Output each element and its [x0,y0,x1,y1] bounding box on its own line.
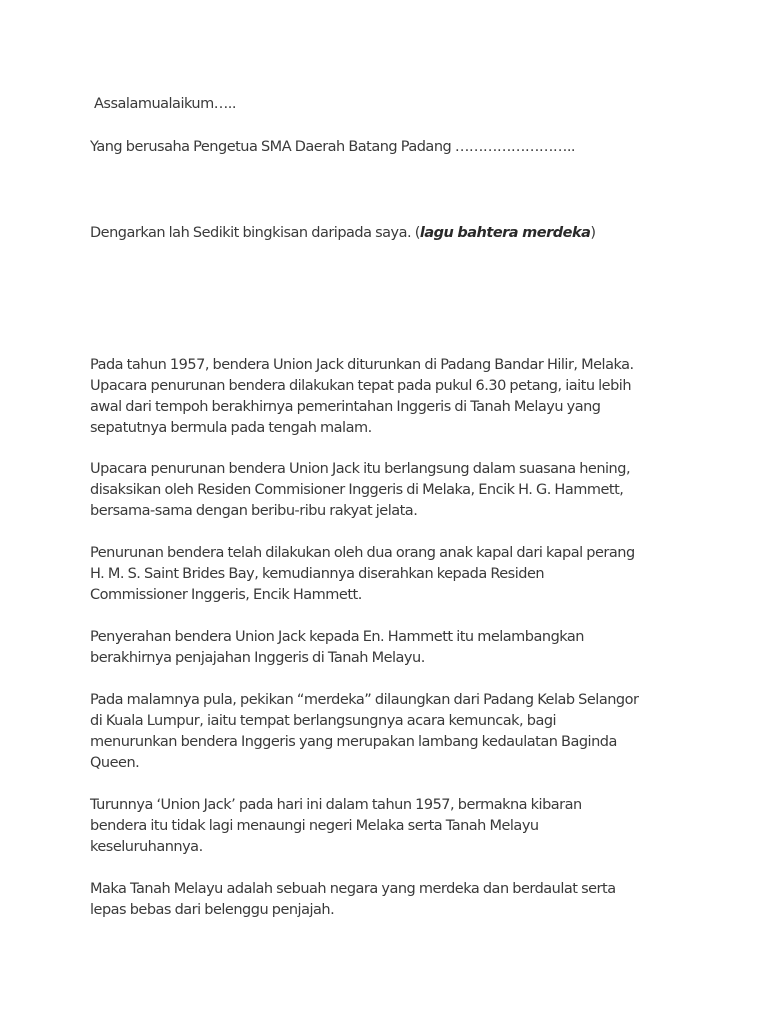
paragraph-line: Pada tahun 1957, bendera Union Jack diturunkan di Padang Bandar Hilir, Melaka. [90,357,634,373]
paragraph-line: Upacara penurunan bendera dilakukan tepat pada pukul 6.30 petang, iaitu lebih [90,378,632,394]
paragraph-line: Penyerahan bendera Union Jack kepada En. Hammett itu melambangkan [90,629,584,645]
paragraph-line: Penurunan bendera telah dilakukan oleh dua orang anak kapal dari kapal perang [90,545,635,561]
paragraph-6 [90,795,710,858]
paragraph-line: Queen. [90,755,140,771]
paragraph-2 [90,459,710,522]
salutation-line: Yang berusaha Pengetua SMA Daerah Batang Padang …………………….. [90,139,576,155]
paragraph-line: keseluruhannya. [90,839,203,855]
paragraph-line: Maka Tanah Melayu adalah sebuah negara yang merdeka dan berdaulat serta [90,881,616,897]
greeting-line: Assalamualaikum….. [94,96,236,112]
paragraph-line: Upacara penurunan bendera Union Jack itu berlangsung dalam suasana hening, [90,461,631,477]
intro-closing: ) [590,225,596,241]
intro-line [90,223,596,244]
paragraph-7 [90,879,710,921]
paragraph-line: Pada malamnya pula, pekikan “merdeka” dilaungkan dari Padang Kelab Selangor [90,692,639,708]
paragraph-line: berakhirnya penjajahan Inggeris di Tanah Melayu. [90,650,425,666]
paragraph-4 [90,627,710,669]
paragraph-line: lepas bebas dari belenggu penjajah. [90,902,335,918]
paragraph-5 [90,690,710,774]
paragraph-line: bendera itu tidak lagi menaungi negeri Melaka serta Tanah Melayu [90,818,539,834]
song-title: lagu bahtera merdeka [419,225,591,241]
paragraph-line: disaksikan oleh Residen Commisioner Inggeris di Melaka, Encik H. G. Hammett, [90,482,624,498]
paragraph-line: Commissioner Inggeris, Encik Hammett. [90,587,362,603]
paragraph-3 [90,543,710,606]
paragraph-line: sepatutnya bermula pada tengah malam. [90,420,372,436]
paragraph-line: bersama-sama dengan beribu-ribu rakyat jelata. [90,503,418,519]
paragraph-line: menurunkan bendera Inggeris yang merupakan lambang kedaulatan Baginda [90,734,617,750]
intro-text: Dengarkan lah Sedikit bingkisan daripada saya. ( [90,225,420,241]
paragraph-1 [90,355,710,439]
paragraph-line: Turunnya ‘Union Jack’ pada hari ini dalam tahun 1957, bermakna kibaran [90,797,582,813]
paragraph-line: H. M. S. Saint Brides Bay, kemudiannya diserahkan kepada Residen [90,566,545,582]
paragraph-line: awal dari tempoh berakhirnya pemerintahan Inggeris di Tanah Melayu yang [90,399,601,415]
paragraph-line: di Kuala Lumpur, iaitu tempat berlangsungnya acara kemuncak, bagi [90,713,557,729]
